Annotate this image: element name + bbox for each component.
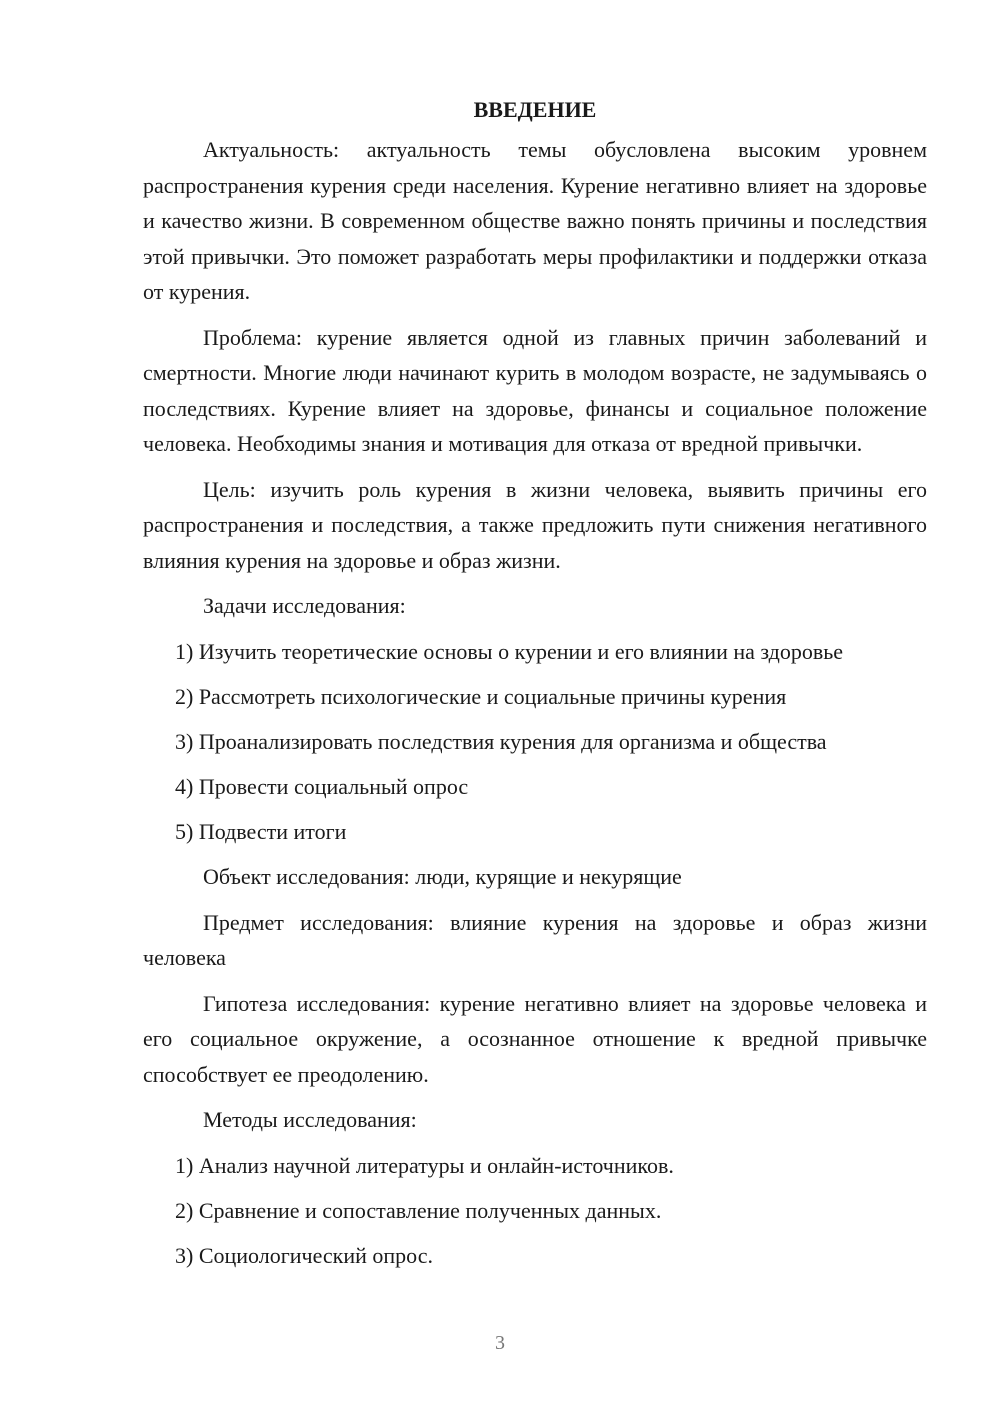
hypothesis-paragraph: Гипотеза исследования: курение негативно влияет на здоровье человека и его социальное окружение, а осознанное отношение к вредной привычке способствует ее преодолению. bbox=[143, 990, 927, 1087]
problem-paragraph: Проблема: курение является одной из главных причин заболеваний и смертности. Многие люди начинают курить в молодом возрасте, не задумываясь о последствиях. Курение влияет на здоровье, финансы и социальное положение человека. Необходимы знания и мотивация для отказа от вредной привычки. bbox=[143, 324, 927, 456]
list-item: 2) Рассмотреть психологические и социальные причины курения bbox=[175, 683, 787, 709]
object-paragraph: Объект исследования: люди, курящие и некурящие bbox=[203, 864, 682, 889]
list-item: 4) Провести социальный опрос bbox=[175, 773, 469, 799]
list-item: 1) Анализ научной литературы и онлайн-источников. bbox=[175, 1152, 674, 1178]
page-number: 3 bbox=[495, 1332, 505, 1354]
list-item: 5) Подвести итоги bbox=[175, 818, 347, 844]
methods-heading: Методы исследования: bbox=[203, 1107, 417, 1132]
methods-list bbox=[143, 1148, 927, 1274]
document-page bbox=[143, 92, 927, 1283]
tasks-list bbox=[143, 634, 927, 850]
list-item: 3) Проанализировать последствия курения для организма и общества bbox=[175, 728, 827, 754]
tasks-heading: Задачи исследования: bbox=[203, 593, 406, 618]
section-title: ВВЕДЕНИЕ bbox=[473, 97, 597, 122]
goal-paragraph: Цель: изучить роль курения в жизни человека, выявить причины его распространения и последствия, а также предложить пути снижения негативного влияния курения на здоровье и образ жизни. bbox=[143, 476, 927, 573]
subject-paragraph: Предмет исследования: влияние курения на здоровье и образ жизни человека bbox=[143, 909, 927, 970]
list-item: 2) Сравнение и сопоставление полученных данных. bbox=[175, 1197, 662, 1223]
list-item: 1) Изучить теоретические основы о курении и его влиянии на здоровье bbox=[175, 638, 844, 664]
relevance-paragraph: Актуальность: актуальность темы обусловлена высоким уровнем распространения курения среди населения. Курение негативно влияет на здоровье и качество жизни. В современном обществе важно понять причины и последствия этой привычки. Это поможет разработать меры профилактики и поддержки отказа от курения. bbox=[143, 137, 927, 304]
list-item: 3) Социологический опрос. bbox=[175, 1242, 433, 1268]
